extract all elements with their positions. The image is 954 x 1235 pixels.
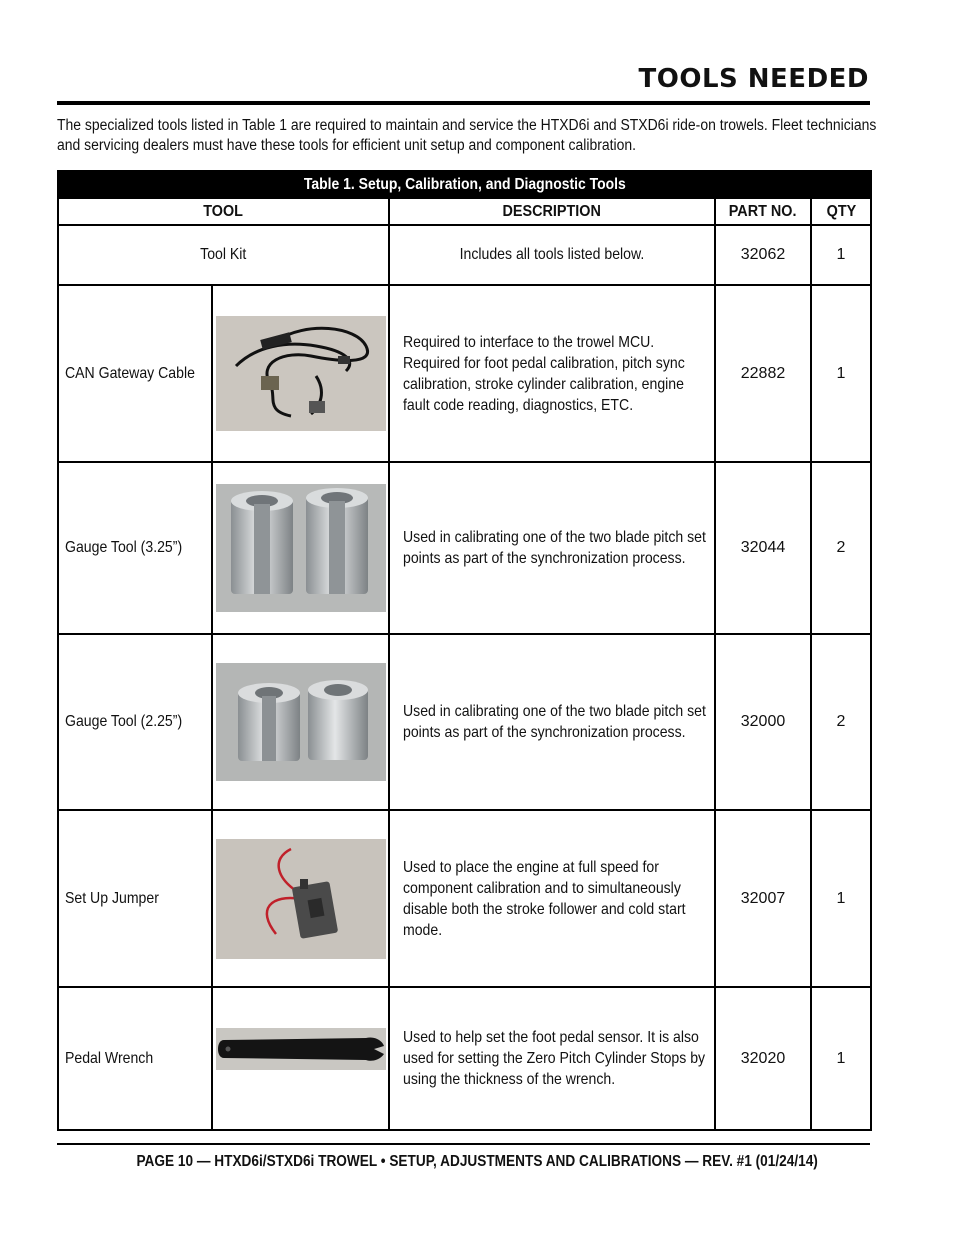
footer-divider	[57, 1143, 870, 1145]
tool-description: Used to help set the foot pedal sensor. It is also used for setting the Zero Pitch Cylinder Stops by using the thickness of the wrench.	[403, 1029, 706, 1088]
jumper-photo	[216, 839, 386, 959]
quantity: 1	[836, 889, 846, 907]
part-cell	[715, 987, 811, 1130]
page-title: TOOLS NEEDED	[638, 64, 869, 94]
table-row	[58, 225, 871, 285]
table-row	[58, 285, 871, 462]
quantity: 1	[836, 246, 846, 263]
header-qty-label: QTY	[826, 202, 856, 220]
photo-cell	[212, 462, 389, 634]
table-row	[58, 810, 871, 987]
header-description-label: DESCRIPTION	[502, 202, 602, 220]
tool-description: Used to place the engine at full speed for component calibration and to simultaneously disable both the stroke follower and cold start mode.	[403, 858, 686, 939]
gauge-tool-small-photo	[216, 663, 386, 781]
footer-text: PAGE 10 — HTXD6i/STXD6i TROWEL • SETUP, ADJUSTMENTS AND CALIBRATIONS — REV. #1 (01/24/14)	[136, 1153, 818, 1170]
description-cell	[389, 810, 715, 987]
part-cell	[715, 810, 811, 987]
photo-cell	[212, 810, 389, 987]
header-qty	[811, 198, 871, 225]
part-number: 32007	[740, 889, 786, 907]
table-row	[58, 462, 871, 634]
qty-cell	[811, 634, 871, 810]
header-description	[389, 198, 715, 225]
photo-cell	[212, 634, 389, 810]
part-number: 32044	[740, 539, 786, 556]
part-cell	[715, 285, 811, 462]
description-cell	[389, 225, 715, 285]
header-tool-label: TOOL	[203, 202, 244, 220]
tool-description: Used in calibrating one of the two blade pitch set points as part of the synchronization process.	[403, 703, 706, 741]
tool-description: Used in calibrating one of the two blade pitch set points as part of the synchronization process.	[403, 529, 706, 567]
tool-name: Set Up Jumper	[65, 889, 159, 907]
table-caption	[58, 171, 871, 198]
qty-cell	[811, 225, 871, 285]
qty-cell	[811, 987, 871, 1130]
tools-table	[57, 170, 872, 1131]
tool-name-cell	[58, 462, 212, 634]
quantity: 1	[836, 1049, 846, 1067]
description-cell	[389, 634, 715, 810]
tool-name-cell	[58, 810, 212, 987]
description-cell	[389, 987, 715, 1130]
gauge-tool-large-photo	[216, 484, 386, 612]
part-number: 32062	[740, 246, 786, 263]
quantity: 1	[836, 364, 846, 382]
table-row	[58, 634, 871, 810]
intro-paragraph: The specialized tools listed in Table 1 are required to maintain and service the HTXD6i and STXD6i ride-on trowels. Fleet technicians and servicing dealers must have these tools for efficient unit setup and component calibration.	[57, 117, 877, 154]
tool-name-cell	[58, 987, 212, 1130]
tool-description: Required to interface to the trowel MCU. Required for foot pedal calibration, pitch sync calibration, stroke cylinder calibration, engine fault code reading, diagnostics, ETC.	[403, 333, 685, 414]
description-cell	[389, 285, 715, 462]
part-number: 32020	[740, 1049, 786, 1067]
tool-name: Gauge Tool (3.25”)	[65, 539, 183, 556]
can-cable-photo	[216, 316, 386, 431]
part-cell	[715, 225, 811, 285]
header-tool	[58, 198, 389, 225]
header-part-no	[715, 198, 811, 225]
part-number: 32000	[740, 713, 786, 730]
table-row	[58, 987, 871, 1130]
photo-cell	[212, 285, 389, 462]
qty-cell	[811, 285, 871, 462]
quantity: 2	[836, 713, 846, 730]
part-cell	[715, 634, 811, 810]
title-divider	[57, 101, 870, 105]
quantity: 2	[836, 539, 846, 556]
description-cell	[389, 462, 715, 634]
tool-name-cell	[58, 634, 212, 810]
tool-name: CAN Gateway Cable	[65, 364, 195, 382]
table-caption-text: Table 1. Setup, Calibration, and Diagnostic Tools	[303, 175, 626, 193]
header-part-label: PART NO.	[729, 202, 797, 220]
part-cell	[715, 462, 811, 634]
part-number: 22882	[740, 364, 786, 382]
tool-name-cell	[58, 285, 212, 462]
tool-description: Includes all tools listed below.	[459, 246, 645, 263]
photo-cell	[212, 987, 389, 1130]
qty-cell	[811, 810, 871, 987]
qty-cell	[811, 462, 871, 634]
tool-name-cell	[58, 225, 389, 285]
tool-name: Gauge Tool (2.25”)	[65, 713, 183, 730]
page-footer	[0, 1153, 954, 1171]
tool-name: Pedal Wrench	[65, 1049, 154, 1067]
tool-name: Tool Kit	[200, 246, 247, 263]
wrench-photo	[216, 1028, 386, 1070]
